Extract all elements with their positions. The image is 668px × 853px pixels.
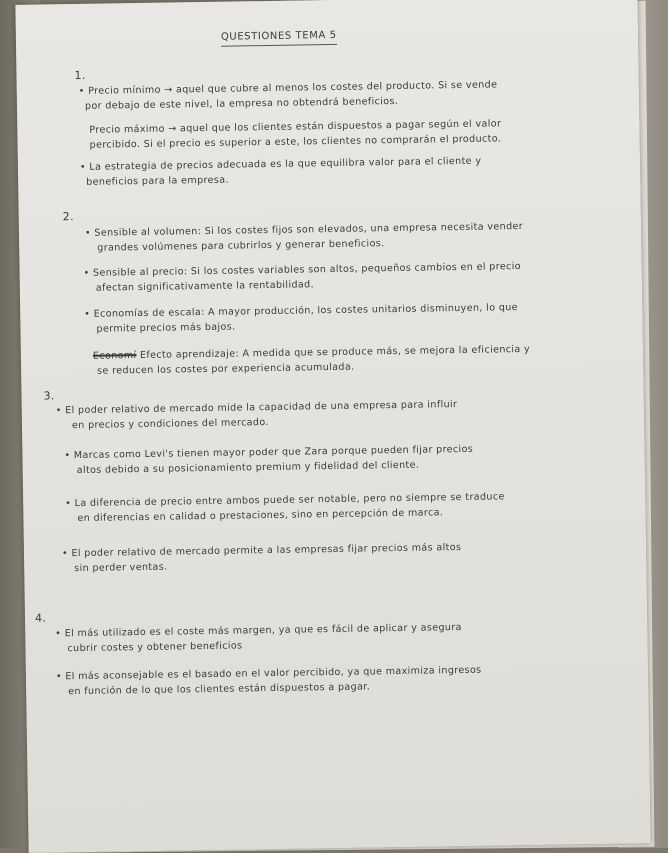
- text-line: • Precio mínimo → aquel que cubre al menos los costes del producto. Si se vende: [78, 79, 498, 97]
- text-line: Precio máximo → aquel que los clientes están dispuestos a pagar según el valor: [89, 118, 502, 136]
- section-2-item-2: [83, 257, 638, 296]
- text-line: altos debido a su posicionamiento premium y fidelidad del cliente.: [76, 459, 420, 477]
- text-line: por debajo de este nivel, la empresa no obtendrá beneficios.: [84, 95, 399, 112]
- text-line: se reducen los costes por experiencia acumulada.: [97, 361, 355, 377]
- text-line: percibido. Si el precio es superior a este, los clientes no comprarán el producto.: [89, 133, 502, 151]
- text-line: • El más utilizado es el coste más margen, ya que es fácil de aplicar y asegura: [55, 622, 462, 640]
- section-number-2: 2.: [62, 210, 75, 224]
- text-line: sin perder ventas.: [74, 561, 168, 575]
- text-line: • Sensible al volumen: Si los costes fijos son elevados, una empresa necesita vender: [84, 220, 524, 239]
- section-3-item-3: [65, 487, 620, 526]
- text-line: afectan significativamente la rentabilidad.: [95, 279, 315, 294]
- section-number-1: 1.: [74, 68, 86, 83]
- section-3-item-2: [64, 440, 619, 479]
- page-title: QUESTIONES TEMA 5: [221, 28, 337, 47]
- section-1-item-2: [89, 114, 644, 153]
- section-1-item-3: [80, 151, 635, 190]
- section-1-item-1: [79, 75, 634, 114]
- section-2-item-1: [85, 217, 640, 256]
- text-line: beneficios para la empresa.: [86, 174, 229, 188]
- handwritten-sheet: [15, 0, 650, 853]
- text-line: • La diferencia de precio entre ambos puede ser notable, pero no siempre se traduce: [65, 491, 505, 510]
- text-line: • El más aconsejable es el basado en el valor percibido, ya que maximiza ingresos: [55, 664, 482, 683]
- text-line: • El poder relativo de mercado permite a las empresas fijar precios más altos: [61, 542, 462, 560]
- text-line: • Sensible al precio: Si los costes variables son altos, pequeños cambios en el precio: [83, 261, 521, 279]
- text-line: • Marcas como Levi's tienen mayor poder que Zara porque pueden fijar precios: [64, 443, 474, 462]
- text-line: cubrir costes y obtener beneficios: [67, 640, 243, 655]
- text-line: • La estrategia de precios adecuada es la que equilibra valor para el cliente y: [79, 155, 482, 173]
- text-line: permite precios más bajos.: [96, 321, 236, 335]
- struck-text: Economí: [92, 350, 137, 362]
- section-4-item-1: [55, 618, 610, 657]
- text-line: en precios y condiciones del mercado.: [71, 417, 269, 432]
- section-number-3: 3.: [43, 389, 55, 403]
- text-segment: Efecto aprendizaje: A medida que se produce más, se mejora la eficiencia y: [139, 343, 531, 362]
- text-line: • Economías de escala: A mayor producción, los costes unitarios disminuyen, lo que: [84, 302, 518, 320]
- section-4-item-2: [56, 661, 611, 700]
- section-3-item-1: [56, 395, 611, 434]
- section-number-4: 4.: [34, 611, 47, 625]
- text-line: • El poder relativo de mercado mide la capacidad de una empresa para influir: [55, 399, 458, 417]
- text-line: en función de lo que los clientes están dispuestos a pagar.: [68, 681, 371, 698]
- text-line: en diferencias en calidad o prestaciones, sino en percepción de marca.: [77, 507, 444, 525]
- text-line: grandes volúmenes para cubrirlos y generar beneficios.: [97, 238, 385, 254]
- section-2-item-4: [93, 340, 648, 379]
- section-3-item-4: [62, 538, 617, 577]
- section-2-item-3: [84, 298, 639, 337]
